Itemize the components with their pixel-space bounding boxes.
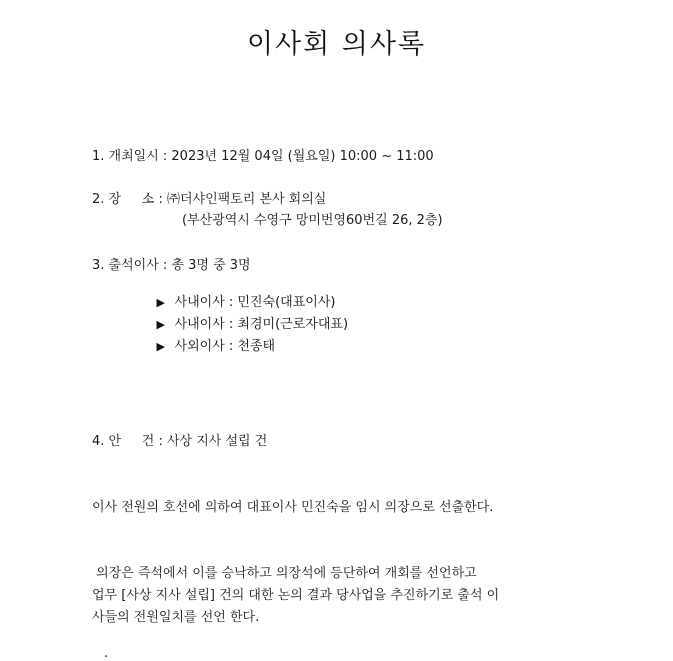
- bullet-arrow-icon: ▶: [156, 318, 165, 331]
- attendee-item: [140, 320, 275, 369]
- bullet-arrow-icon: ▶: [156, 296, 165, 309]
- trailing-mark: .: [104, 646, 109, 661]
- resolution-line-2: 업무 [사상 지사 설립] 건의 대한 논의 결과 당사업을 추진하기로 출석 이: [92, 588, 500, 603]
- meeting-location: 2. 장 소 : ㈜더샤인팩토리 본사 회의실: [92, 192, 327, 207]
- meeting-datetime: 1. 개최일시 : 2023년 12월 04일 (월요일) 10:00 ~ 11:00: [92, 149, 434, 164]
- meeting-address: (부산광역시 수영구 망미번영60번길 26, 2층): [182, 213, 443, 228]
- document-title: 이사회 의사록: [246, 29, 427, 60]
- resolution-line-3: 사들의 전원일치를 선언 한다.: [92, 610, 260, 625]
- resolution-line-1: 의장은 즉석에서 이를 승낙하고 의장석에 등단하여 개회를 선언하고: [92, 566, 477, 581]
- bullet-arrow-icon: ▶: [156, 340, 165, 353]
- attendance-summary: 3. 출석이사 : 총 3명 중 3명: [92, 258, 251, 273]
- chair-election-paragraph: 이사 전원의 호선에 의하여 대표이사 민진숙을 임시 의장으로 선출한다.: [92, 500, 494, 515]
- attendee-text: 사내이사 : 최경미(근로자대표): [174, 317, 349, 332]
- attendee-text: 사내이사 : 민진숙(대표이사): [174, 295, 336, 310]
- agenda-item: 4. 안 건 : 사상 지사 설립 건: [92, 434, 268, 449]
- attendee-text: 사외이사 : 천종태: [174, 339, 276, 354]
